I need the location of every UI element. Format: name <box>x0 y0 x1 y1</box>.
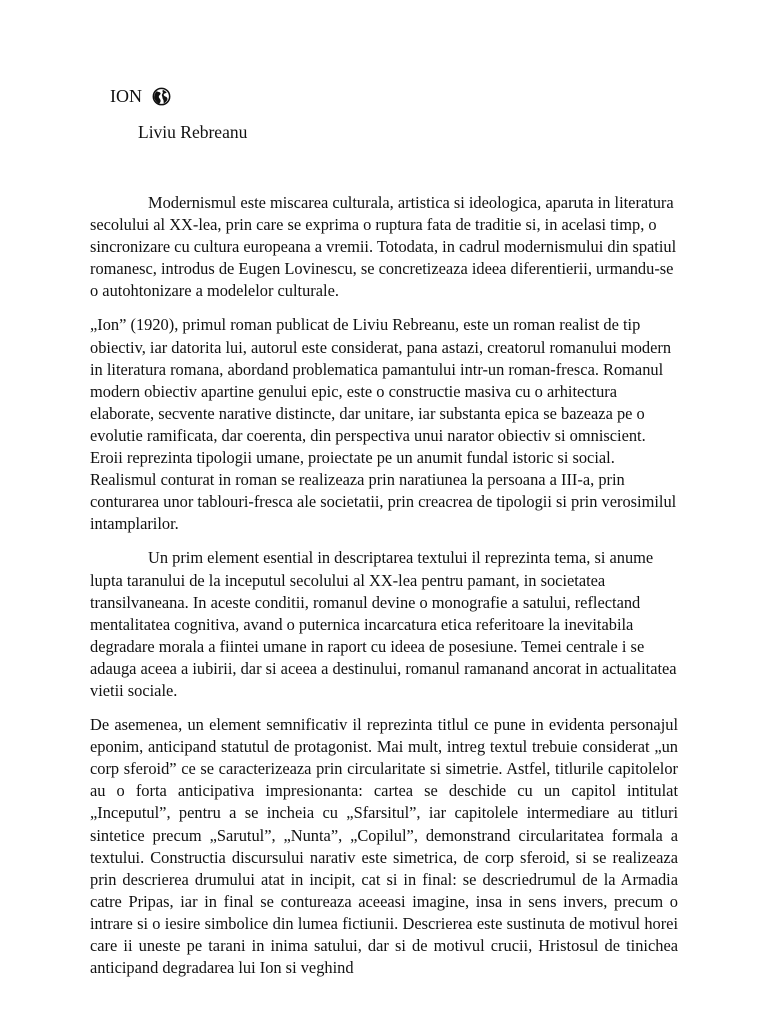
title-row <box>110 86 171 107</box>
document-body <box>90 192 678 991</box>
globe-icon <box>152 87 171 106</box>
paragraph-3: Un prim element esential in descriptarea textului il reprezinta tema, si anume lupta taranului de la inceputul secolului al XX-lea pentru pamant, in societatea transilvaneana. In aceste conditii, romanul devine o monografie a satului, reflectand mentalitatea cognitiva, avand o puternica incarcatura etica referitoare la inevitabila degradare morala a fiintei umane in raport cu ideea de posesiune. Temei centrale i se adauga aceea a iubirii, dar si aceea a destinului, romanul ramanand ancorat in actualitatea vietii sociale. <box>90 548 677 700</box>
document-title: ION <box>110 86 142 106</box>
paragraph-1: Modernismul este miscarea culturala, artistica si ideologica, aparuta in literatura secolului al XX-lea, prin care se exprima o ruptura fata de traditie si, in acelasi timp, o sincronizare cu cultura europeana a vremii. Totodata, in cadrul modernismului din spatiul romanesc, introdus de Eugen Lovinescu, se concretizeaza ideea diferentierii, urmandu-se o autohtonizare a modelelor culturale. <box>90 193 677 301</box>
paragraph-2: „Ion” (1920), primul roman publicat de Liviu Rebreanu, este un roman realist de tip obiectiv, iar datorita lui, autorul este considerat, pana astazi, creatorul romanului modern in literatura romana, abordand problematica pamantului intr-un roman-fresca. Romanul modern obiectiv apartine genului epic, este o constructie masiva cu o arhitectura elaborate, secvente narative distincte, dar unitare, iar substanta epica se bazeaza pe o evolutie ramificata, dar coerenta, din perspectiva unui narator obiectiv si omniscient. Eroii reprezinta tipologii umane, proiectate pe un anumit fundal istoric si social. Realismul conturat in roman se realizeaza prin naratiunea la persoana a III-a, prin conturarea unor tablouri-fresca ale societatii, prin creacrea de tipologii si prin verosimilul intamplarilor. <box>90 315 677 534</box>
author-name: Liviu Rebreanu <box>138 122 248 142</box>
paragraph-4: De asemenea, un element semnificativ il reprezinta titlul ce pune in evidenta personajul eponim, anticipand statutul de protagonist. Mai mult, intreg textul trebuie considerat „un corp sferoid” ce se caracterizeaza prin circularitate si simetrie. Astfel, titlurile capitolelor au o forta anticipativa impresionanta: cartea se deschide cu un capitol intitulat „Inceputul”, pentru a se incheia cu „Sfarsitul”, iar capitolele intermediare au titluri sintetice precum „Sarutul”, „Nunta”, „Copilul”, demonstrand circularitatea formala a textului. Constructia discursului narativ este simetrica, de corp sferoid, si se realizeaza prin descrierea drumului atat in incipit, cat si in final: se descriedrumul de la Armadia catre Pripas, iar in final se contureaza aceeasi imagine, insa in sens invers, precum o intrare si o iesire simbolice din lumea fictiunii. Descrierea este sustinuta de motivul horei care ii uneste pe tarani in inima satului, dar si de motivul crucii, Hristosul de tinichea anticipand degradarea lui Ion si veghind <box>90 715 678 978</box>
